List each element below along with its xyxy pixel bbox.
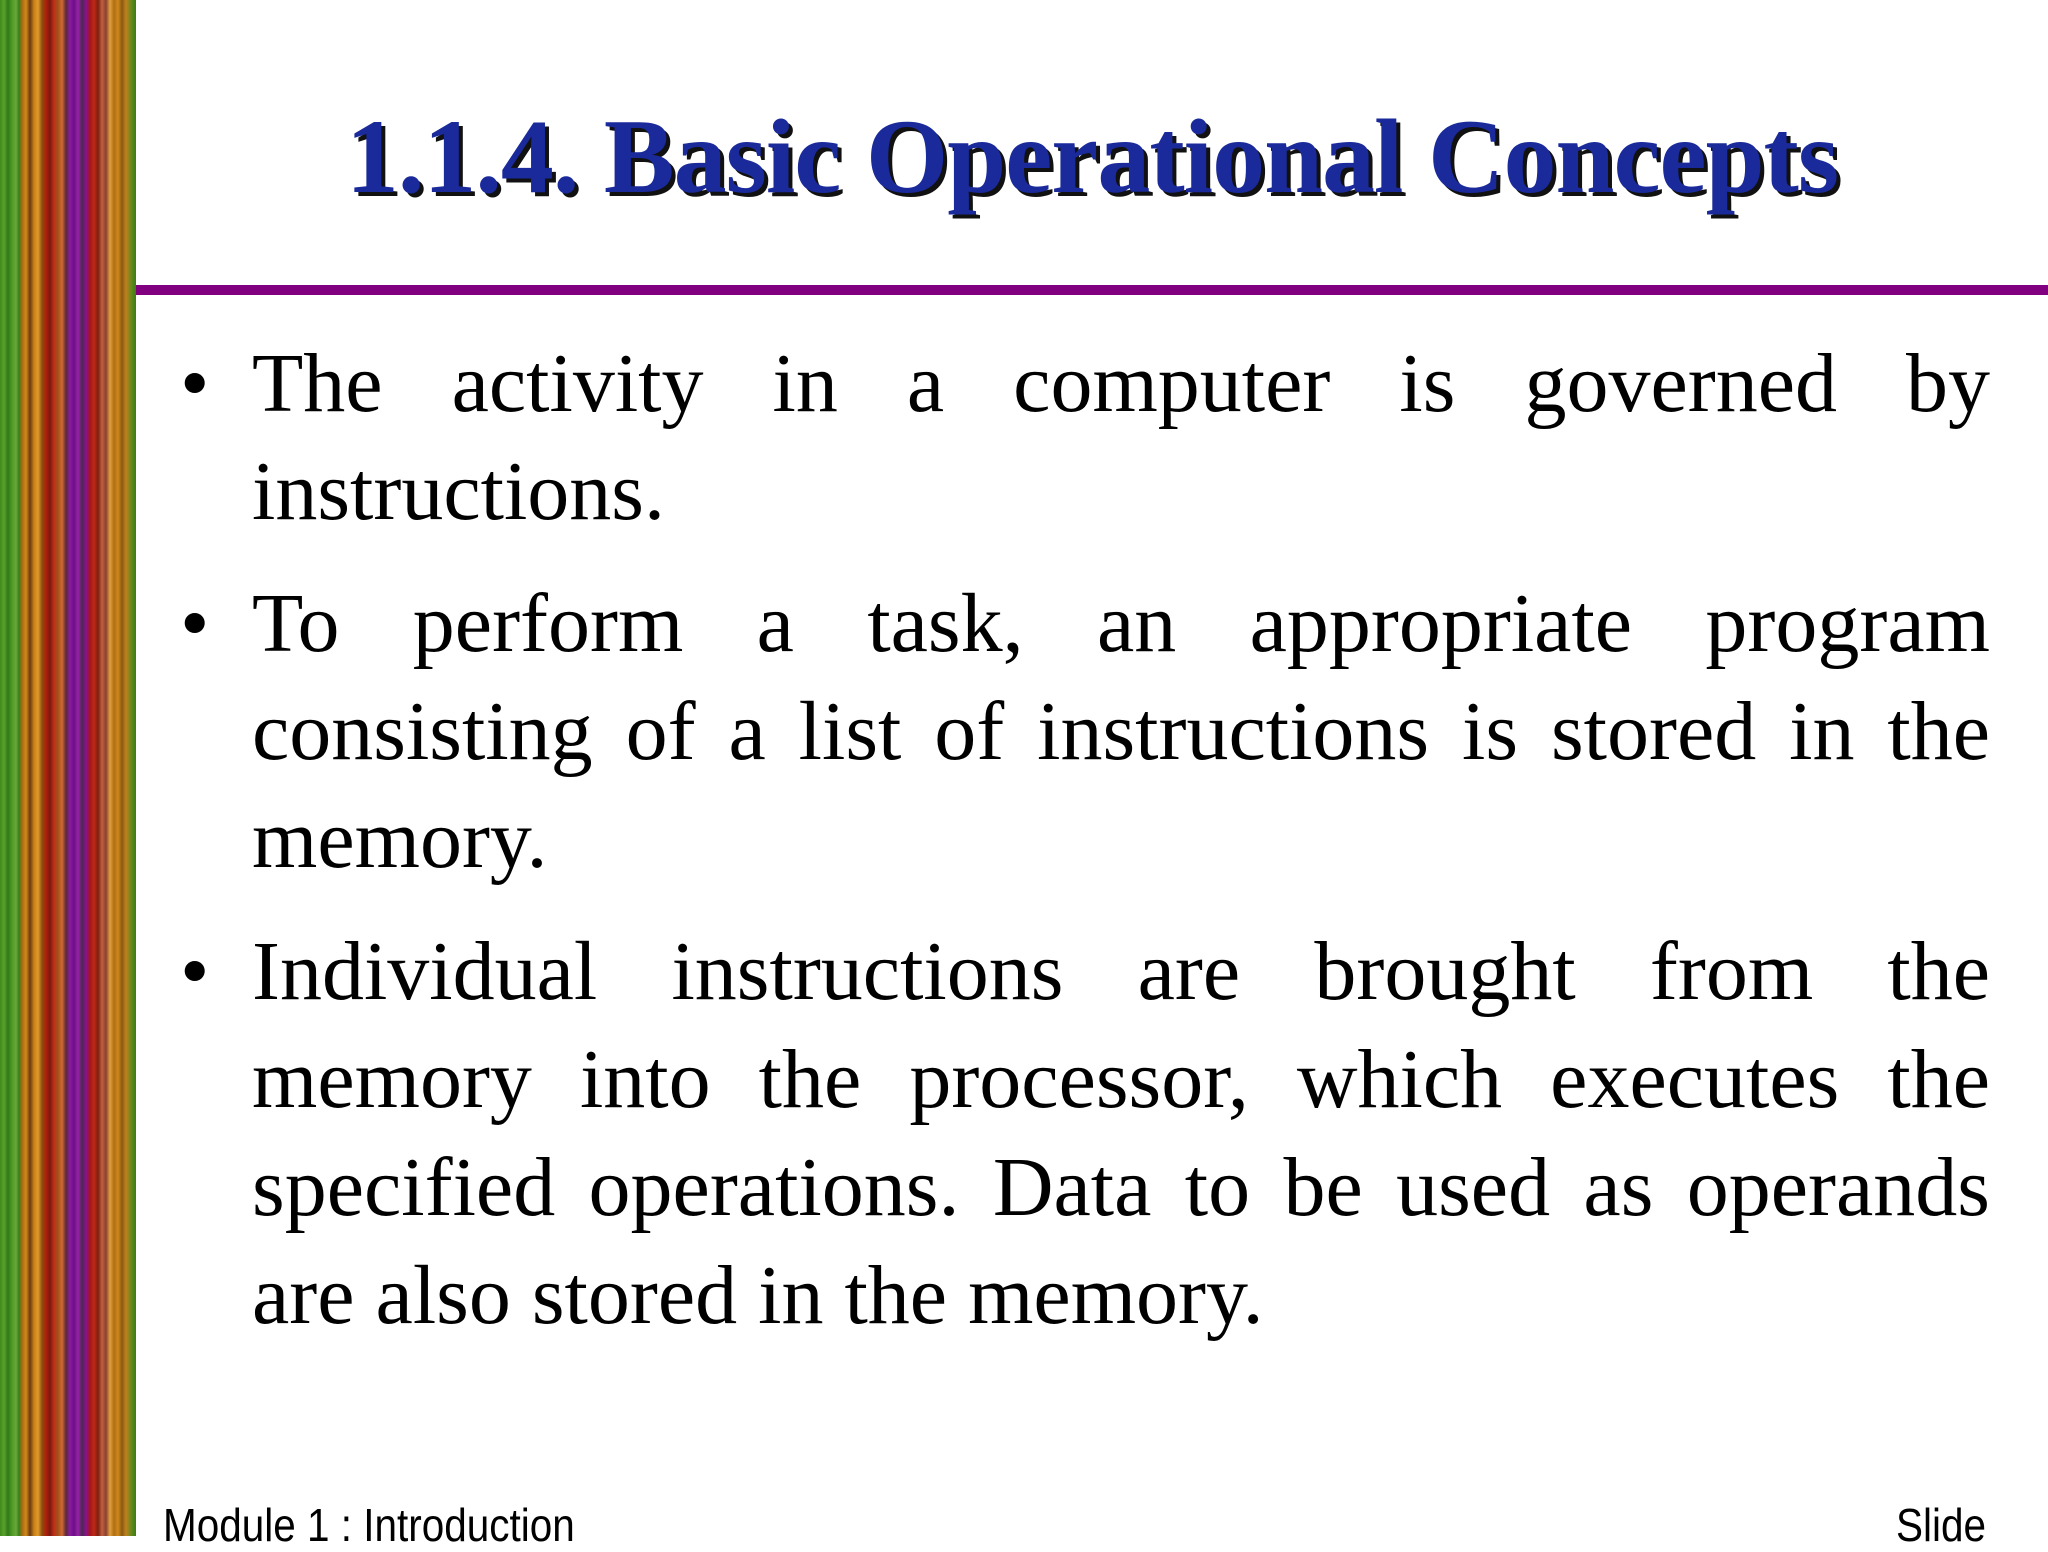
slide-title: 1.1.4. Basic Operational Concepts — [345, 98, 1839, 215]
bullet-icon: • — [180, 925, 210, 1018]
footer-module: Module 1 : Introduction — [163, 1499, 575, 1551]
bullet-text: To perform a task, an appropriate program consisting of a list of instructions is stored in the memory. — [252, 577, 1990, 886]
bullet-icon: • — [180, 577, 210, 670]
bullet-text: The activity in a computer is governed by instructions. — [252, 337, 1990, 538]
bullet-item — [180, 918, 1990, 1350]
title-divider — [136, 285, 2048, 295]
bullet-text: Individual instructions are brought from the memory into the processor, which executes the specified operations. Data to be used as operands are also stored in the memory. — [252, 925, 1990, 1342]
bullet-item — [180, 330, 1990, 546]
bullet-list — [180, 330, 1990, 1374]
footer-slide-label: Slide — [1896, 1499, 1987, 1551]
bullet-item — [180, 570, 1990, 894]
bullet-icon: • — [180, 337, 210, 430]
decorative-stripe-bar — [0, 0, 136, 1536]
